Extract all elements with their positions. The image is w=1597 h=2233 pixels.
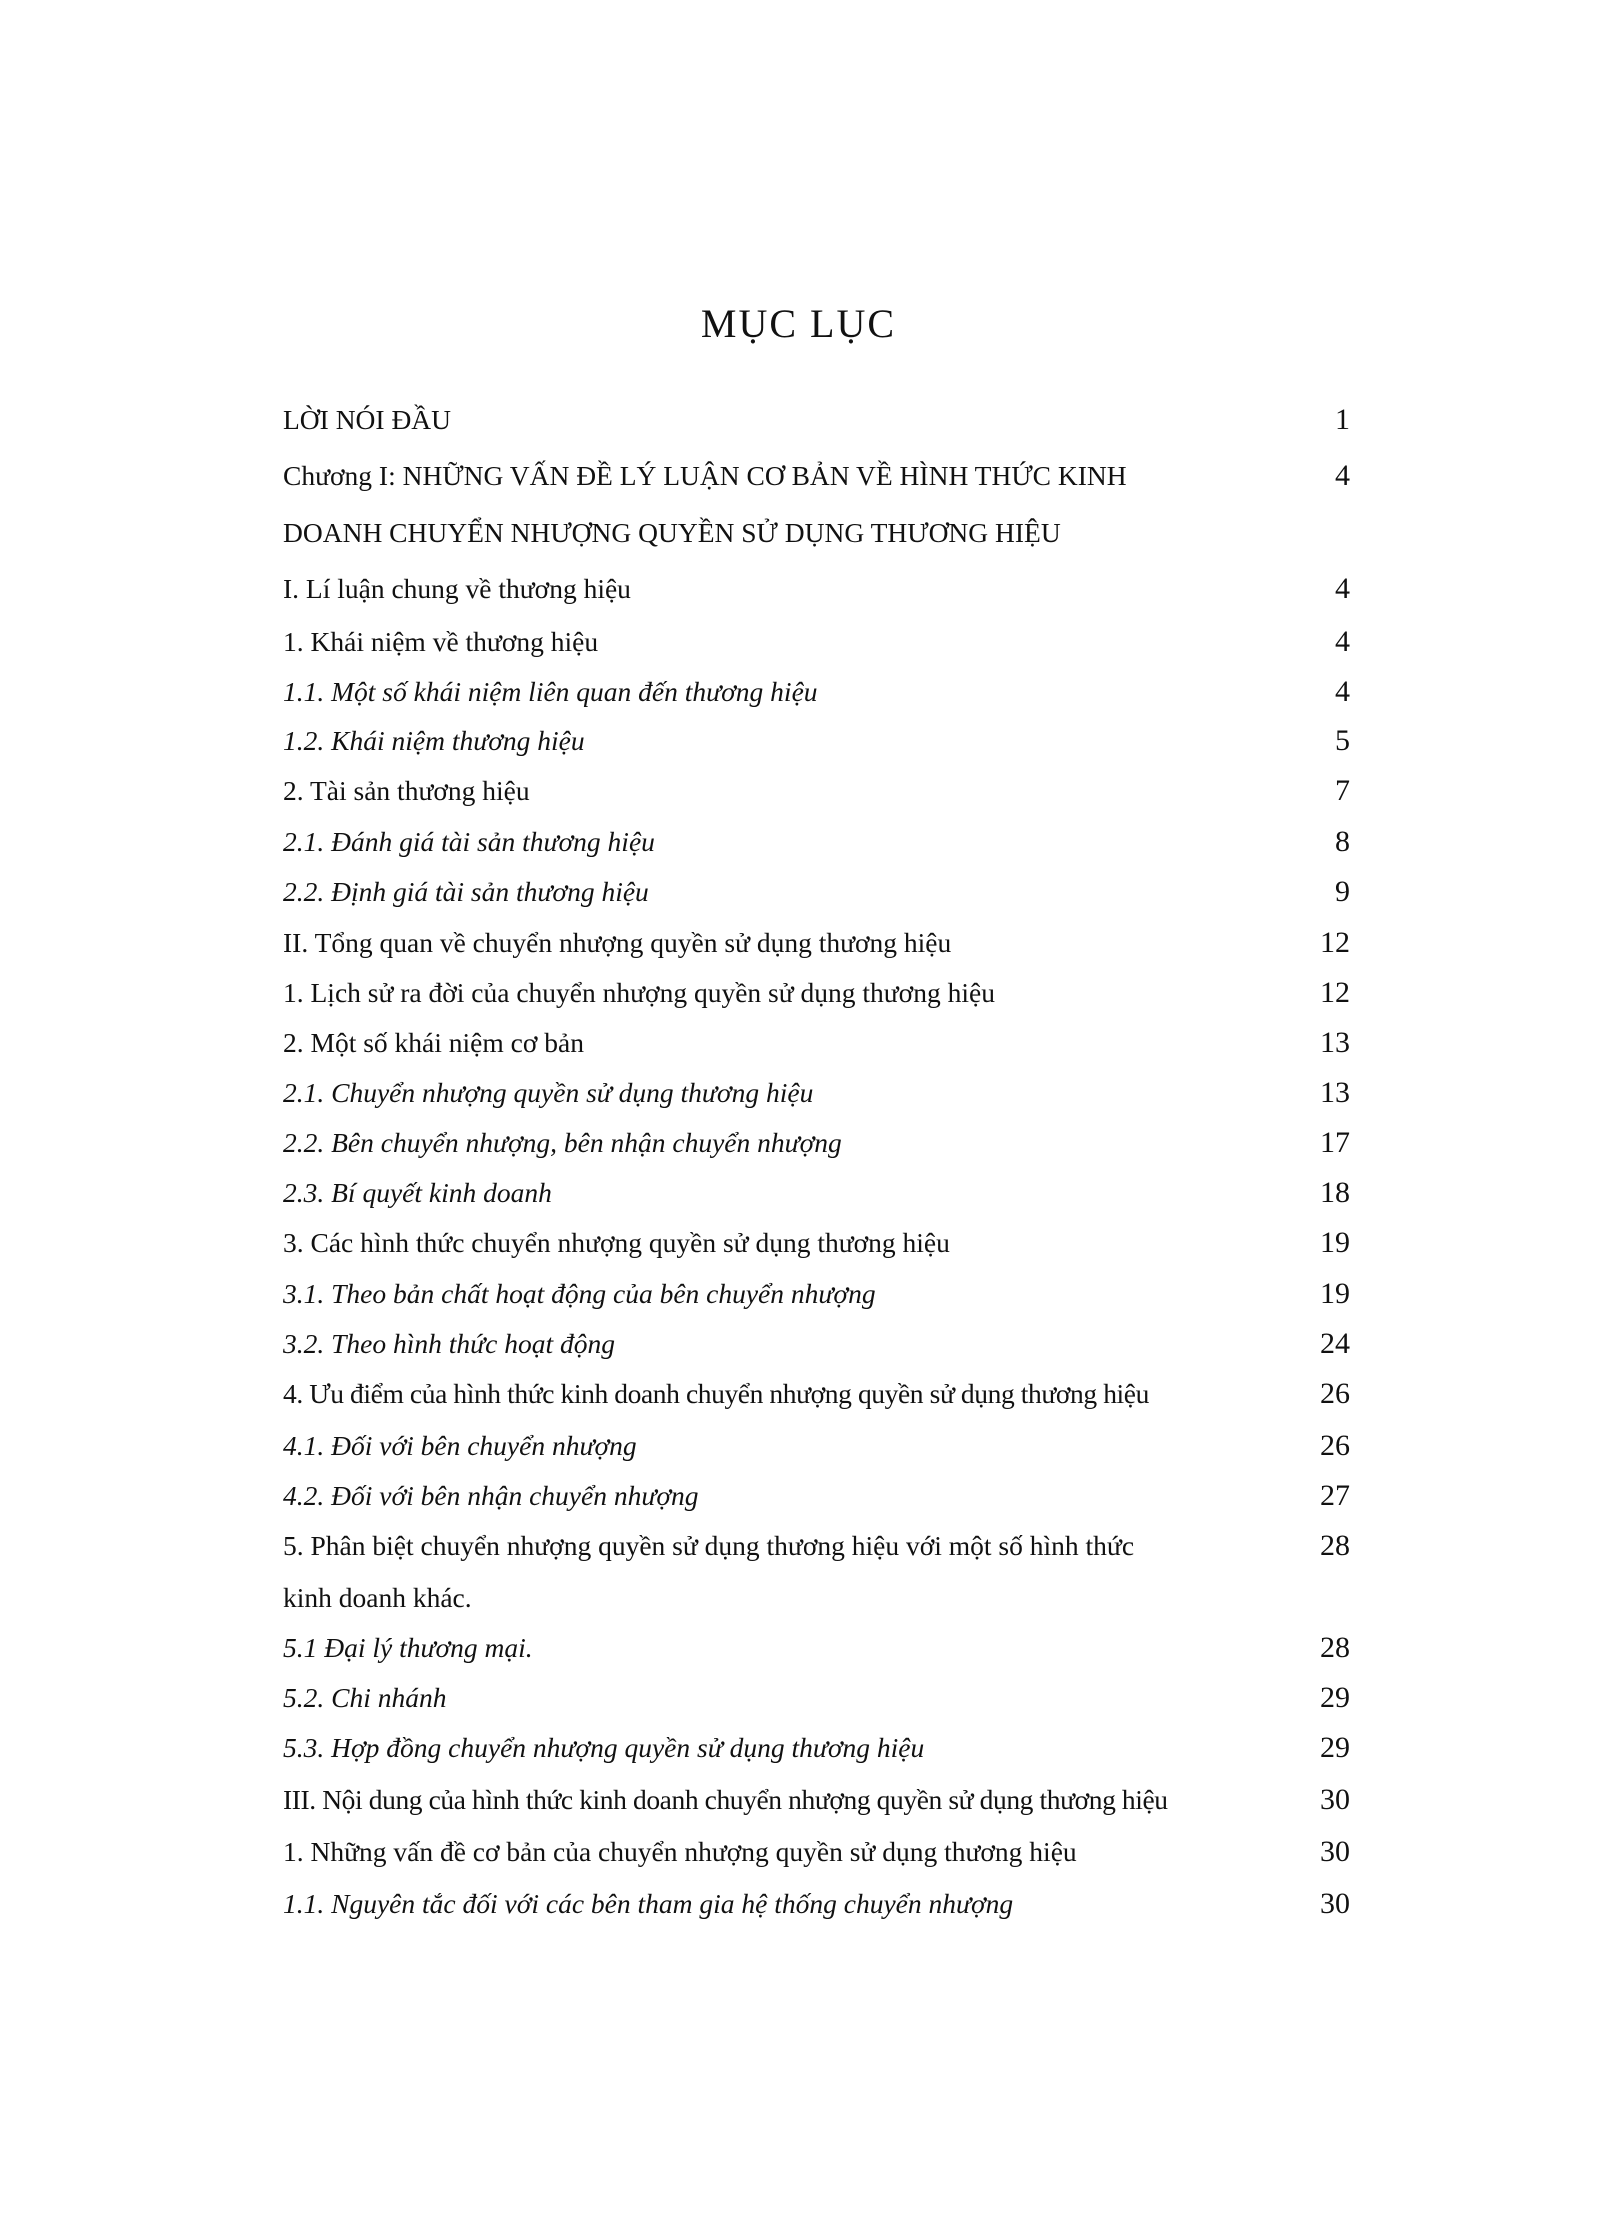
toc-entry-label: 2.2. Định giá tài sản thương hiệu bbox=[283, 876, 649, 907]
toc-entry-label: 5.2. Chi nhánh bbox=[283, 1682, 447, 1713]
toc-entry-label: 3.1. Theo bản chất hoạt động của bên chuyển nhượng bbox=[283, 1278, 876, 1309]
toc-entry-label: 2. Tài sản thương hiệu bbox=[283, 775, 530, 806]
toc-entry-page-number: 24 bbox=[1320, 1327, 1350, 1360]
toc-entry-label: kinh doanh khác. bbox=[283, 1582, 472, 1613]
toc-entry-label: 4. Ưu điểm của hình thức kinh doanh chuyển nhượng quyền sử dụng thương hiệu bbox=[283, 1378, 1149, 1409]
toc-entry-label: 3. Các hình thức chuyển nhượng quyền sử dụng thương hiệu bbox=[283, 1227, 950, 1258]
toc-entry-label: 5.1 Đại lý thương mại. bbox=[283, 1632, 533, 1663]
toc-entry-page-number: 12 bbox=[1320, 976, 1350, 1009]
toc-entry-label: 2. Một số khái niệm cơ bản bbox=[283, 1027, 584, 1058]
toc-entry-page-number: 29 bbox=[1320, 1731, 1350, 1764]
toc-entry-label: 1. Những vấn đề cơ bản của chuyển nhượng quyền sử dụng thương hiệu bbox=[283, 1836, 1077, 1867]
toc-entry-page-number: 8 bbox=[1335, 825, 1350, 858]
toc-entry-label: 1.2. Khái niệm thương hiệu bbox=[283, 725, 585, 756]
toc-entry-page-number: 9 bbox=[1335, 875, 1350, 908]
toc-entry-label: 5. Phân biệt chuyển nhượng quyền sử dụng thương hiệu với một số hình thức bbox=[283, 1530, 1135, 1561]
toc-entry-label: I. Lí luận chung về thương hiệu bbox=[283, 573, 631, 604]
toc-entry-page-number: 4 bbox=[1335, 675, 1350, 708]
toc-entry-page-number: 12 bbox=[1320, 926, 1350, 959]
toc-entry-label: 3.2. Theo hình thức hoạt động bbox=[283, 1328, 616, 1359]
toc-entry-page-number: 19 bbox=[1320, 1277, 1350, 1310]
toc-entry-label: III. Nội dung của hình thức kinh doanh chuyển nhượng quyền sử dụng thương hiệu bbox=[283, 1784, 1168, 1815]
toc-entry-label: 5.3. Hợp đồng chuyển nhượng quyền sử dụng thương hiệu bbox=[283, 1732, 925, 1763]
toc-entry-page-number: 4 bbox=[1335, 572, 1350, 605]
page-title: MỤC LỤC bbox=[700, 301, 897, 346]
toc-entry-label: II. Tổng quan về chuyển nhượng quyền sử dụng thương hiệu bbox=[283, 927, 952, 958]
toc-entry-label: 1.1. Nguyên tắc đối với các bên tham gia hệ thống chuyển nhượng bbox=[283, 1888, 1014, 1919]
toc-entry-page-number: 30 bbox=[1320, 1783, 1350, 1816]
toc-entry-page-number: 13 bbox=[1320, 1026, 1350, 1059]
toc-entry-label: Chương I: NHỮNG VẤN ĐỀ LÝ LUẬN CƠ BẢN VỀ HÌNH THỨC KINH bbox=[283, 460, 1127, 491]
toc-entry-label: 2.1. Chuyển nhượng quyền sử dụng thương hiệu bbox=[283, 1077, 814, 1108]
toc-entry-label: 2.3. Bí quyết kinh doanh bbox=[283, 1177, 552, 1208]
toc-entry-page-number: 18 bbox=[1320, 1176, 1350, 1209]
toc-entry-label: 4.2. Đối với bên nhận chuyển nhượng bbox=[283, 1480, 699, 1511]
toc-entry-label: 2.1. Đánh giá tài sản thương hiệu bbox=[283, 826, 655, 857]
toc-entry-label: 1. Lịch sử ra đời của chuyển nhượng quyền sử dụng thương hiệu bbox=[283, 977, 995, 1008]
toc-entry-label: 1.1. Một số khái niệm liên quan đến thương hiệu bbox=[283, 676, 818, 707]
toc-entry-label: 4.1. Đối với bên chuyển nhượng bbox=[283, 1430, 637, 1461]
toc-entry-page-number: 1 bbox=[1335, 403, 1350, 436]
toc-entry-page-number: 27 bbox=[1320, 1479, 1350, 1512]
toc-entry-page-number: 26 bbox=[1320, 1429, 1350, 1462]
toc-entry-page-number: 4 bbox=[1335, 459, 1350, 492]
toc-entry-label: DOANH CHUYỂN NHƯỢNG QUYỀN SỬ DỤNG THƯƠNG HIỆU bbox=[283, 517, 1061, 548]
toc-entry-page-number: 5 bbox=[1335, 724, 1350, 757]
toc-entry-page-number: 26 bbox=[1320, 1377, 1350, 1410]
toc-entry-page-number: 30 bbox=[1320, 1887, 1350, 1920]
toc-entry-page-number: 29 bbox=[1320, 1681, 1350, 1714]
toc-entry-page-number: 19 bbox=[1320, 1226, 1350, 1259]
toc-entry-page-number: 4 bbox=[1335, 625, 1350, 658]
toc-entry-page-number: 28 bbox=[1320, 1631, 1350, 1664]
toc-entry-page-number: 17 bbox=[1320, 1126, 1350, 1159]
toc-entry-page-number: 30 bbox=[1320, 1835, 1350, 1868]
toc-entry-page-number: 28 bbox=[1320, 1529, 1350, 1562]
toc-entry-page-number: 13 bbox=[1320, 1076, 1350, 1109]
toc-entry-label: 1. Khái niệm về thương hiệu bbox=[283, 626, 599, 657]
toc-entry-label: 2.2. Bên chuyển nhượng, bên nhận chuyển nhượng bbox=[283, 1127, 842, 1158]
toc-entry-page-number: 7 bbox=[1335, 774, 1350, 807]
toc-entry-label: LỜI NÓI ĐẦU bbox=[283, 404, 452, 435]
